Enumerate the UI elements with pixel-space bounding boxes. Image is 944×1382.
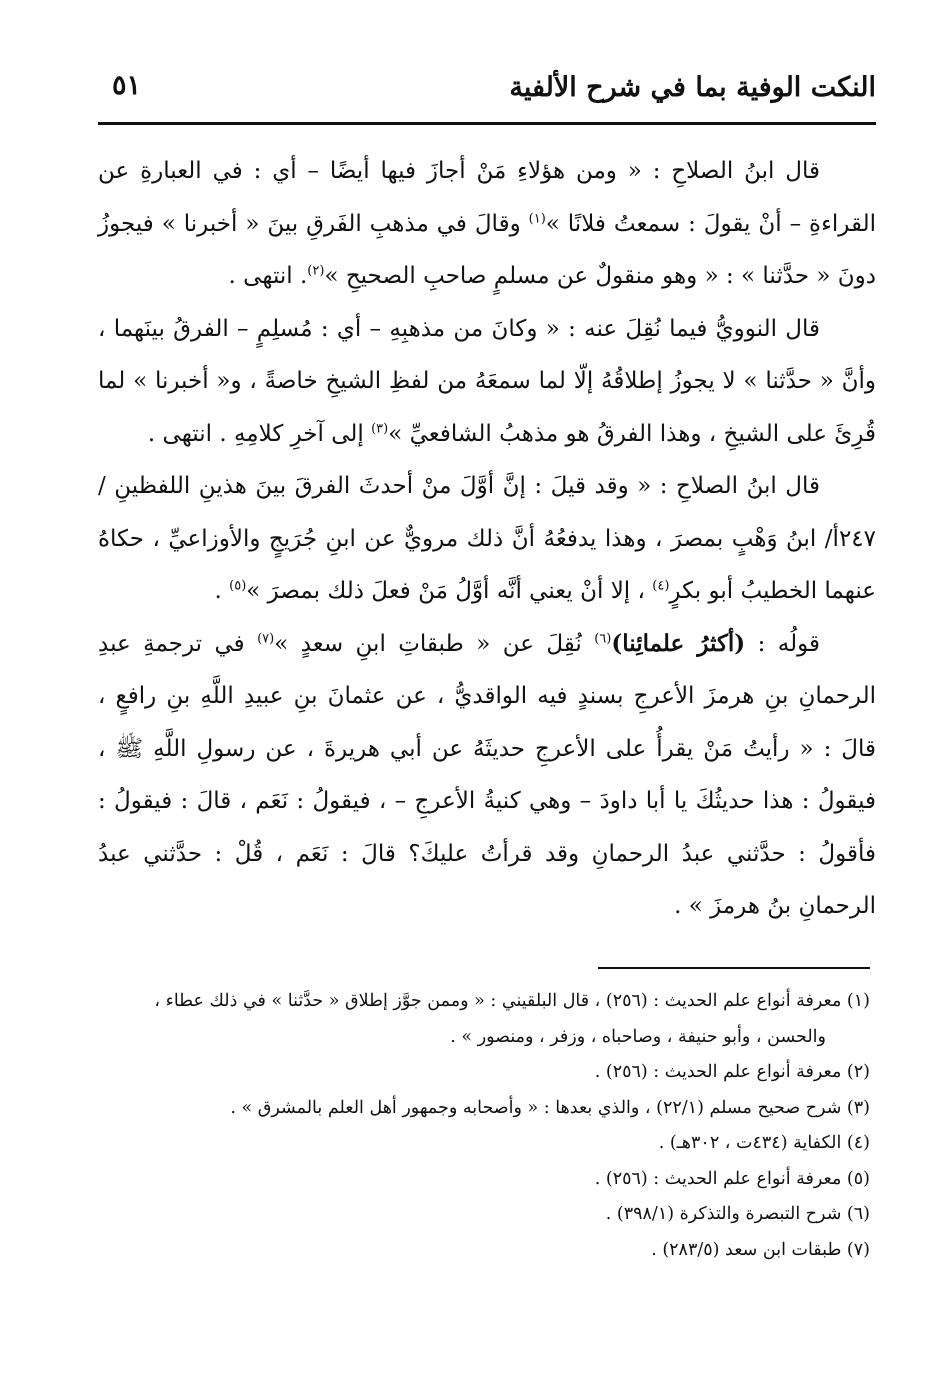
footnote-2: (٢) معرفة أنواع علم الحديث : (٢٥٦) . — [594, 1062, 870, 1082]
p2-text-2: إلى آخرِ كلامِهِ . انتهى . — [147, 420, 372, 447]
p4-lead: قولُه : — [745, 630, 820, 657]
footnote-5: (٥) معرفة أنواع علم الحديث : (٢٥٦) . — [594, 1168, 870, 1189]
header-rule — [98, 122, 876, 125]
p3-text-3: . — [214, 578, 230, 604]
footnote-ref-2: (٢) — [307, 263, 325, 279]
footnote-3: (٣) شرح صحيح مسلم (٢٢/١) ، والذي بعدها : « وأصحابه وجمهور أهل العلم بالمشرق » . — [230, 1097, 870, 1118]
page-number: ٥١ — [112, 70, 142, 101]
p2-text-1: قال النوويُّ فيما نُقِلَ عنه : « وكانَ من مذهبِهِ – أي : مُسلِمٍ – الفرقُ بينَهما ، وأنَّ « حدَّثنا » لا يجوزُ إطلاقُهُ إلّا لما سمعَهُ من لفظِ الشيخِ خاصةً ، و« أخبرنا » لما قُرِئَ على الشيخِ ، وهذا الفرقُ هو مذهبُ الشافعيِّ » — [98, 315, 876, 447]
p1-text-1: قال ابنُ الصلاحِ : « ومن هؤلاءِ مَنْ أجازَ فيها أيضًا – أي : في العبارةِ عن القراءةِ – أنْ يقولَ : سمعتُ فلانًا » — [98, 158, 876, 237]
paragraph-4 — [98, 618, 876, 933]
p1-text-3: . انتهى . — [228, 263, 308, 289]
footnote-separator — [598, 967, 870, 969]
footnote-6: (٦) شرح التبصرة والتذكرة (٣٩٨/١) . — [605, 1204, 870, 1224]
footnote-4: (٤) الكفاية (٤٣٤ت ، ٣٠٢هـ) . — [658, 1133, 870, 1153]
footnote-1-line-1: (١) معرفة أنواع علم الحديث : (٢٥٦) ، قال البلقيني : « وممن جوَّز إطلاق « حدَّثنا » في ذلك عطاء ، — [154, 991, 870, 1011]
footnote-7: (٧) طبقات ابن سعد (٢٨٣/٥) . — [651, 1239, 870, 1260]
running-title: النكت الوفية بما في شرح الألفية — [509, 72, 876, 103]
footnote-1-line-2: والحسن ، وأبو حنيفة ، وصاحباه ، وزفر ، ومنصور » . — [450, 1026, 826, 1047]
p1-text-2: وقالَ في مذهبِ الفَرقِ بينَ « أخبرنا » فيجوزُ دونَ « حدَّثنا » : « وهو منقولٌ عن مسلمٍ صاحبِ الصحيحِ » — [98, 210, 876, 289]
footnote-ref-6: (٦) — [594, 630, 612, 646]
footnote-ref-1: (١) — [528, 210, 546, 226]
footnote-ref-3: (٣) — [371, 420, 389, 436]
main-text — [98, 145, 876, 933]
paragraph-3 — [98, 460, 876, 618]
p4-bold-quote: (أكثرُ علمائِنا) — [611, 629, 746, 657]
paragraph-2 — [98, 303, 876, 461]
p4-text-1: نُقِلَ عن « طبقاتِ ابنِ سعدٍ » — [274, 630, 595, 657]
paragraph-1 — [98, 145, 876, 303]
p4-text-2: في ترجمةِ عبدِ الرحمانِ بنِ هرمزَ الأعرجِ بسندٍ فيه الواقديُّ ، عن عثمانَ بنِ عبيدِ اللَّهِ بنِ رافعٍ ، قالَ : « رأيتُ مَنْ يقرأُ على الأعرجِ حديثَهُ عن أبي هريرةَ ، عن رسولِ اللَّهِ ﷺ ، فيقولُ : هذا حديثُكَ يا أبا داودَ – وهي كنيةُ الأعرجِ – ، فيقولُ : نَعَم ، قالَ : فيقولُ : فأقولُ : حدَّثني عبدُ الرحمانِ وقد قرأتُ عليكَ؟ قالَ : نَعَم ، قُلْ : حدَّثني عبدُ الرحمانِ بنُ هرمزَ » . — [98, 630, 876, 919]
footnote-ref-4: (٤) — [652, 578, 670, 594]
footnote-1 — [100, 984, 870, 1055]
footnote-ref-7: (٧) — [257, 630, 275, 646]
footnote-ref-5: (٥) — [229, 578, 247, 594]
footnotes — [100, 984, 870, 1268]
page-header — [100, 68, 876, 118]
p3-text-1: قال ابنُ الصلاحِ : « وقد قيلَ : إنَّ أوَّلَ منْ أحدثَ الفرقَ بينَ هذينِ اللفظينِ /٢٤٧أ/ ابنُ وَهْبٍ بمصرَ ، وهذا يدفعُهُ أنَّ ذلك مرويٌّ عن ابنِ جُرَيجٍ والأوزاعيِّ ، حكاهُ عنهما الخطيبُ أبو بكرٍ — [98, 473, 876, 604]
p3-text-2: ، إلا أنْ يعني أنَّه أوَّلُ مَنْ فعلَ ذلك بمصرَ » — [246, 578, 653, 604]
